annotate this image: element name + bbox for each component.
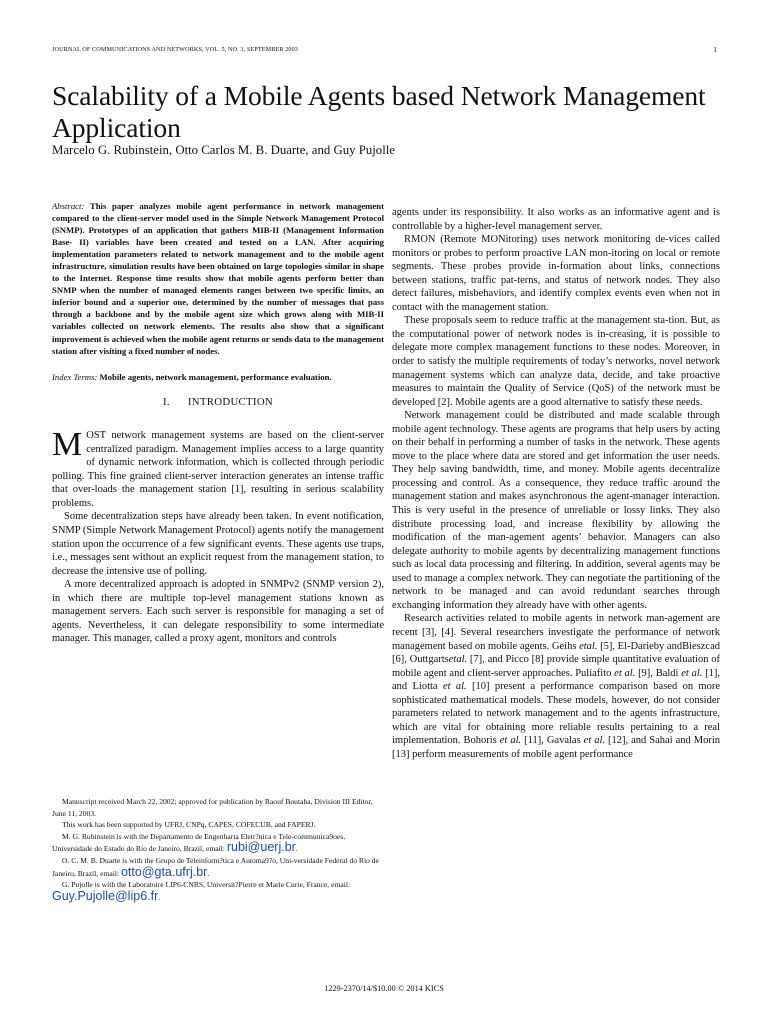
footnote-author-3-text: G. Pujolle is with the Laboratoire LIP6-CNRS, Universit?Pierre et Marie Curie, France, email:	[62, 880, 351, 890]
index-terms	[52, 371, 384, 383]
p5-seg-e: [1], and Liotta	[392, 667, 720, 693]
p5-seg-c: [7], and Picco [8] provide simple quantitative evaluation of mobile agent and client-server approaches. Puliafito	[392, 654, 721, 679]
p5-seg-g: [11], Gavalas	[521, 735, 584, 747]
citation-etal: et al.	[681, 667, 703, 679]
drop-cap: M	[52, 426, 83, 464]
author-list: Marcelo G. Rubinstein, Otto Carlos M. B. Duarte, and Guy Pujolle	[52, 143, 395, 157]
running-head: JOURNAL OF COMMUNICATIONS AND NETWORKS, VOL. 5, NO. 3, SEPTEMBER 2003	[52, 46, 298, 53]
abstract-text: This paper analyzes mobile agent performance in network management compared to the client-server model used in the Simple Network Management Protocol (SNMP). Prototypes of an application that gathers MIB-II (Management Information Base- II) variables have been created and tested on a LAN. After acquiring implementation parameters related to network management and to the mobile agent infrastructure, simulation results have been obtained on large topologies similar in shape to the Internet. Response time results show that mobile agents perform better than SNMP when the number of managed elements ranges between two specific limits, an inferior bound and a superior one, determined by the number of messages that pass through a backbone and by the mobile agent size which grows along with MIB-II variables collected on network elements. The results also show that a significant improvement is achieved when the mobile agent returns or sends data to the management station after visiting a fixed number of nodes.	[52, 201, 384, 356]
right-paragraph-5	[392, 612, 720, 761]
footnote-author-3	[52, 879, 384, 903]
left-column	[52, 200, 384, 646]
intro-paragraph-1	[52, 426, 384, 510]
citation-etal: et al.	[583, 735, 606, 747]
footnote-manuscript: Manuscript received March 22, 2002; approved for publication by Raouf Boutaba, Division III Editor, June 11, 2003.	[52, 797, 373, 818]
citation-etal: et al.	[614, 667, 636, 679]
index-terms-label: Index Terms:	[52, 371, 98, 382]
intro-paragraph-2: Some decentralization steps have already been taken. In event notification, SNMP (Simple Network Management Protocol) agents notify the management station upon the occurrence of a few significant events. These agents use traps, i.e., messages sent without an explicit request from the management station, to decrease the intensive use of polling.	[52, 511, 384, 577]
email-link-rubi[interactable]: rubi@uerj.br	[226, 840, 296, 855]
email-link-otto[interactable]: otto@gta.ufrj.br	[120, 864, 208, 879]
p5-seg-d: [9], Baldi	[635, 667, 682, 679]
abstract-label: Abstract:	[52, 201, 85, 211]
footnote-author-1-end: .	[295, 844, 298, 854]
p5-seg-a: Research activities related to mobile agents in network man-agement are recent [3], [4]. Several researchers investigate the performance of network management based on mobile agents. Geihs	[392, 613, 720, 652]
paper-title: Scalability of a Mobile Agents based Network Management Application	[52, 80, 706, 143]
citation-etal: et al.	[442, 681, 467, 693]
p5-seg-f: [10] present a performance comparison based on more sophisticated mathematical models. These models, however, do not consider parameters related to network management and to the agents infrastructure, which are vital for obtaining more reliable results pertaining to a real implementation. Bohoris	[392, 681, 720, 747]
section-heading-introduction: I. INTRODUCTION	[162, 395, 274, 408]
right-paragraph-3: These proposals seem to reduce traffic at the management sta-tion. But, as the computational power of network nodes is in-creasing, it is possible to delegate more complex management functions to these nodes. Moreover, in order to satisfy the multiple requirements of today’s networks, novel network management systems which can analyze data, decide, and take proactive measures to maintain the Quality of Service (QoS) of the network must be developed [2]. Mobile agents are a good alternative to satisfy these needs.	[392, 315, 720, 408]
footnote-author-2-text: O. C. M. B. Duarte is with the Grupo de Teleinform?tica e Automa9?o, Uni-versidade Federal do Rio de Janeiro, Brazil, email:	[52, 855, 379, 878]
right-column	[392, 206, 720, 761]
issn-copyright: 1229-2370/14/$10.00 © 2014 KICS	[324, 984, 444, 993]
intro-paragraph-3: A more decentralized approach is adopted in SNMPv2 (SNMP version 2), in which there are multiple top-level management stations known as management servers. Each such server is responsible for managing a set of agents. Nevertheless, it can delegate responsibility to some intermediate manager. This manager, called a proxy agent, monitors and controls	[52, 579, 384, 645]
citation-etal: et al.	[499, 735, 522, 747]
footnote-author-2-end: .	[207, 868, 210, 878]
p5-seg-h: [12], and Sahai and Morin [13] perform measurements of mobile agent performance	[392, 735, 721, 760]
right-paragraph-4: Network management could be distributed and made scalable through mobile agent technology. These agents are programs that help users by acting on their behalf in performing a number of tasks in the network. These agents move to the place where data are stored and get information the user needs. They help saving bandwidth, time, and money. Mobile agents decentralize processing and control. As a consequence, they reduce traffic around the management station and makes asynchronous the agent-manager interaction. This is very useful in the presence of unreliable or lossy links. They also distribute processing load, and increase flexibility by allowing the modification of the man-agement agents’ behavior. Managers can also delegate authority to mobile agents by decentralizing management functions such as local data processing and filtering. In addition, several agents may be used to manage a complex network. They can negotiate the partitioning of the network to be managed and can avoid redundant searches through exchanging information they already have with other agents.	[392, 410, 720, 611]
footnote-author-1	[52, 831, 384, 855]
page-number: 1	[713, 45, 717, 54]
citation-etal: etal.	[579, 640, 598, 652]
footnote-author-2	[52, 855, 384, 879]
footnote-funding: This work has been supported by UFRJ, CNPq, CAPES, COFECUB, and FAPERJ.	[62, 820, 316, 830]
footnotes	[52, 796, 384, 903]
email-link-pujolle[interactable]: Guy.Pujolle@lip6.fr	[52, 888, 159, 903]
intro-paragraph-1-text: OST network management systems are based on the client-server centralized paradigm. Management implies access to a large quantity of dynamic network information, which is collected through periodic polling. This fine grained client-server interaction generates an intense traffic that over-loads the management station [1], resulting in serious scalability problems.	[52, 430, 384, 509]
citation-etal: etal.	[448, 654, 468, 666]
footnote-author-3-end: .	[158, 892, 161, 902]
right-paragraph-2: RMON (Remote MONitoring) uses network monitoring de-vices called monitors or probes to perform proactive LAN mon-itoring on local or remote segments. These probes provide in-formation about links, connections between stations, traffic pat-terns, and status of network nodes. They also detect failures, misbehaviors, and identify complex events even when not in contact with the management station.	[392, 234, 720, 313]
footnote-author-1-text: M. G. Rubinstein is with the Departamento de Engenharia Eletr?nica e Tele-communica9oes, Universidade do Estado do Rio de Janeiro, Brazil, email:	[52, 831, 346, 854]
index-terms-text: Mobile agents, network management, performance evaluation.	[99, 371, 332, 382]
right-paragraph-1: agents under its responsibility. It also works as an informative agent and is controllable by a higher-level management server.	[392, 207, 720, 232]
p5-seg-b: [5], El-Darieby andBieszcad [6], Outtgarts	[392, 640, 720, 666]
abstract	[52, 200, 384, 357]
